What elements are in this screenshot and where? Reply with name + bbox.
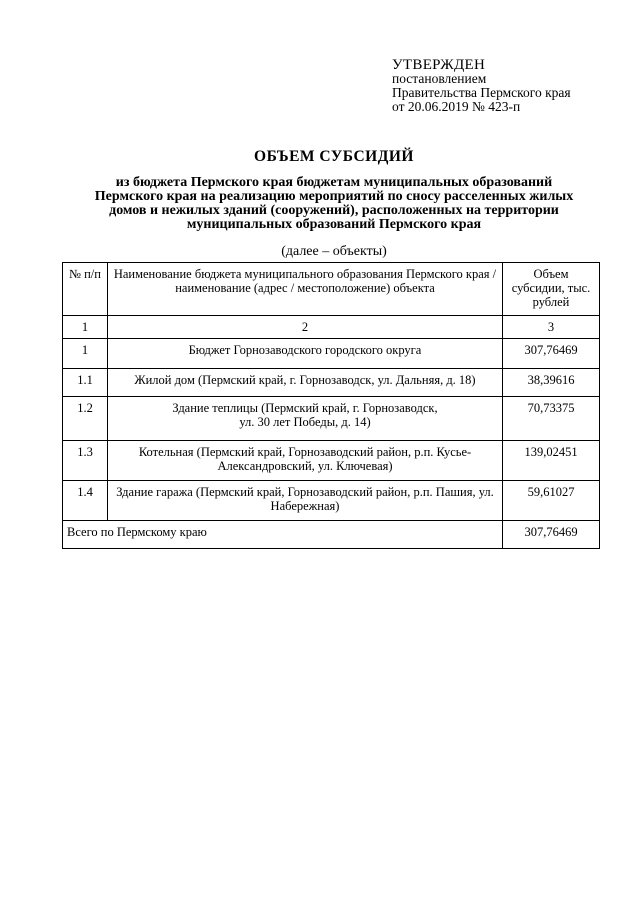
subsidy-table	[62, 262, 600, 549]
total-label: Всего по Пермскому краю	[63, 521, 503, 549]
table-row	[63, 441, 600, 481]
row-num: 1.2	[63, 397, 108, 441]
table-row	[63, 369, 600, 397]
approval-line-1: постановлением	[392, 71, 487, 86]
table-row	[63, 481, 600, 521]
approval-stamp	[392, 58, 632, 114]
table-header-row	[63, 263, 600, 316]
index-cell: 3	[503, 316, 600, 339]
subtitle-line: домов и нежилых зданий (сооружений), расположенных на территории	[109, 203, 559, 218]
title-block	[60, 148, 608, 260]
total-row	[63, 521, 600, 549]
approval-line-2: Правительства Пермского края	[392, 85, 571, 100]
document-title: ОБЪЕМ СУБСИДИЙ	[254, 148, 414, 165]
subtitle-line: Пермского края на реализацию мероприятий по сносу расселенных жилых	[94, 189, 574, 204]
row-sum: 139,02451	[503, 441, 600, 481]
row-sum: 70,73375	[503, 397, 600, 441]
approval-line-3: от 20.06.2019 № 423-п	[392, 99, 521, 114]
table-row	[63, 339, 600, 369]
row-num: 1.1	[63, 369, 108, 397]
total-sum: 307,76469	[503, 521, 600, 549]
row-name: Бюджет Горнозаводского городского округа	[108, 339, 503, 369]
header-name: Наименование бюджета муниципального образования Пермского края / наименование (адрес / местоположение) объекта	[108, 263, 503, 316]
approval-heading: УТВЕРЖДЕН	[392, 57, 486, 73]
header-num: № п/п	[63, 263, 108, 316]
index-row	[63, 316, 600, 339]
row-num: 1.4	[63, 481, 108, 521]
row-name: Здание теплицы (Пермский край, г. Горнозаводск, ул. 30 лет Победы, д. 14)	[108, 397, 503, 441]
row-name: Здание гаража (Пермский край, Горнозаводский район, р.п. Пашия, ул. Набережная)	[108, 481, 503, 521]
row-num: 1	[63, 339, 108, 369]
row-name: Котельная (Пермский край, Горнозаводский район, р.п. Кусье-Александровский, ул. Ключевая)	[108, 441, 503, 481]
subtitle-line: из бюджета Пермского края бюджетам муниципальных образований	[115, 175, 553, 190]
table-row	[63, 397, 600, 441]
header-sum: Объем субсидии, тыс. рублей	[503, 263, 600, 316]
row-sum: 59,61027	[503, 481, 600, 521]
index-cell: 2	[108, 316, 503, 339]
document-note: (далее – объекты)	[281, 244, 387, 259]
row-sum: 307,76469	[503, 339, 600, 369]
index-cell: 1	[63, 316, 108, 339]
row-num: 1.3	[63, 441, 108, 481]
subtitle-line: муниципальных образований Пермского края	[186, 217, 482, 232]
row-name: Жилой дом (Пермский край, г. Горнозаводск, ул. Дальняя, д. 18)	[108, 369, 503, 397]
row-sum: 38,39616	[503, 369, 600, 397]
